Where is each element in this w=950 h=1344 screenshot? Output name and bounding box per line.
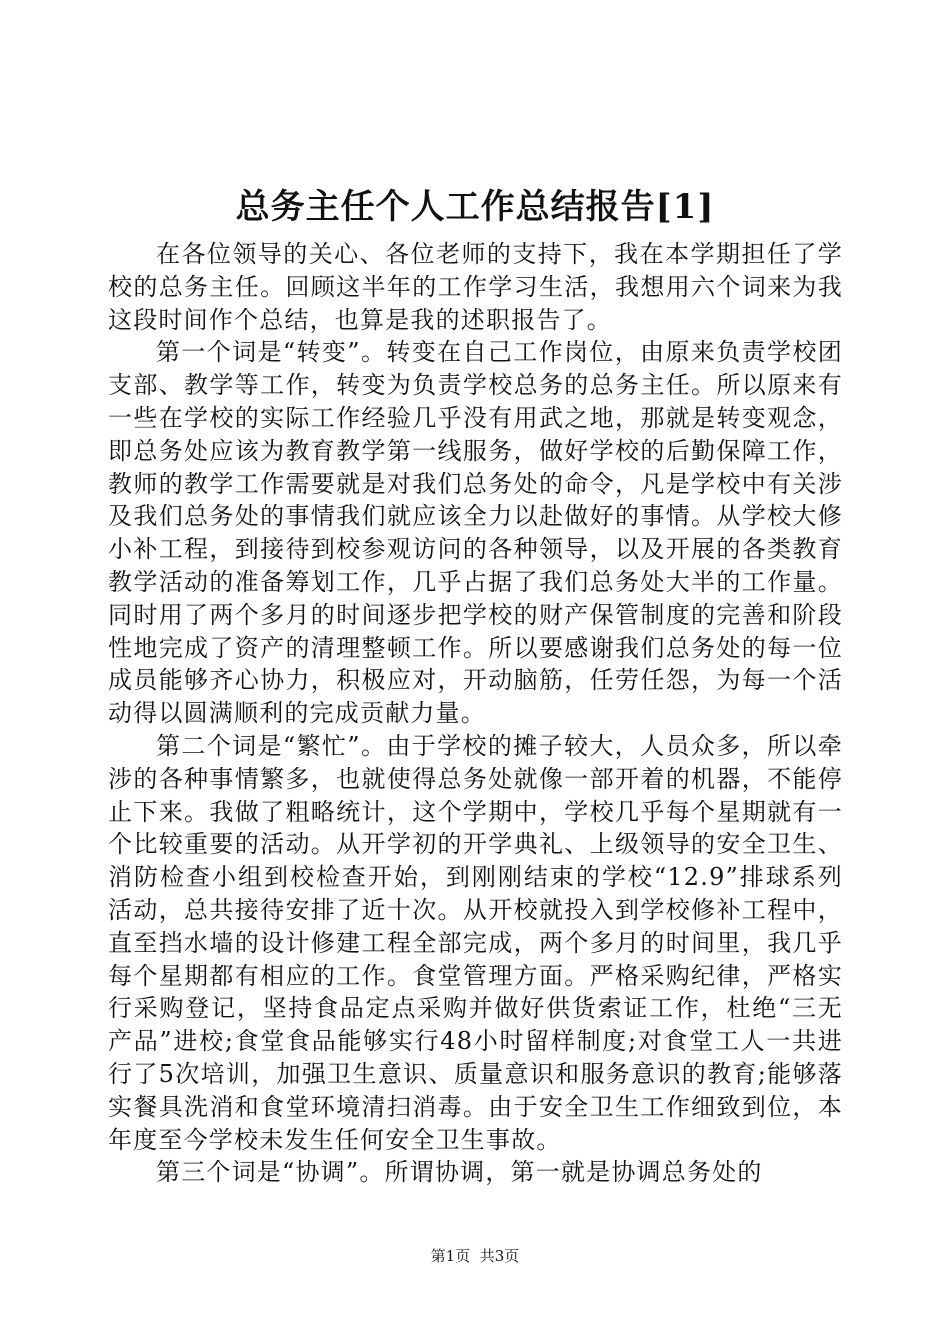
page-number: 第1页 — [430, 1247, 471, 1265]
paragraph-first-word: 第一个词是“转变”。转变在自己工作岗位，由原来负责学校团支部、教学等工作，转变为负责学校总务的总务主任。所以原来有一些在学校的实际工作经验几乎没有用武之地，那就是转变观念，即总务处应该为教育教学第一线服务，做好学校的后勤保障工作，教师的教学工作需要就是对我们总务处的命令，凡是学校中有关涉及我们总务处的事情我们就应该全力以赴做好的事情。从学校大修小补工程，到接待到校参观访问的各种领导，以及开展的各类教育教学活动的准备筹划工作，几乎占据了我们总务处大半的工作量。同时用了两个多月的时间逐步把学校的财产保管制度的完善和阶段性地完成了资产的清理整顿工作。所以要感谢我们总务处的每一位成员能够齐心协力，积极应对，开动脑筋，任劳任怨，为每一个活动得以圆满顺利的完成贡献力量。 — [108, 338, 843, 728]
page-total: 共3页 — [479, 1247, 520, 1265]
paragraph-intro: 在各位领导的关心、各位老师的支持下，我在本学期担任了学校的总务主任。回顾这半年的工作学习生活，我想用六个词来为我这段时间作个总结，也算是我的述职报告了。 — [108, 240, 843, 334]
footer-separator — [470, 1247, 480, 1265]
paragraph-third-word: 第三个词是“协调”。所谓协调，第一就是协调总务处的 — [156, 1158, 763, 1187]
document-title: 总务主任个人工作总结报告[1] — [235, 187, 715, 227]
page-footer — [0, 1246, 950, 1266]
paragraph-second-word: 第二个词是“繁忙”。由于学校的摊子较大，人员众多，所以牵涉的各种事情繁多，也就使得总务处就像一部开着的机器，不能停止下来。我做了粗略统计，这个学期中，学校几乎每个星期就有一个比较重要的活动。从开学初的开学典礼、上级领导的安全卫生、消防检查小组到校检查开始，到刚刚结束的学校“12.9”排球系列活动，总共接待安排了近十次。从开校就投入到学校修补工程中，直至挡水墙的设计修建工程全部完成，两个多月的时间里，我几乎每个星期都有相应的工作。食堂管理方面。严格采购纪律，严格实行采购登记，坚持食品定点采购并做好供货索证工作，杜绝“三无产品”进校;食堂食品能够实行48小时留样制度;对食堂工人一共进行了5次培训，加强卫生意识、质量意识和服务意识的教育;能够落实餐具洗消和食堂环境清扫消毒。由于安全卫生工作细致到位，本年度至今学校未发生任何安全卫生事故。 — [108, 731, 843, 1154]
document-body — [108, 238, 843, 1189]
